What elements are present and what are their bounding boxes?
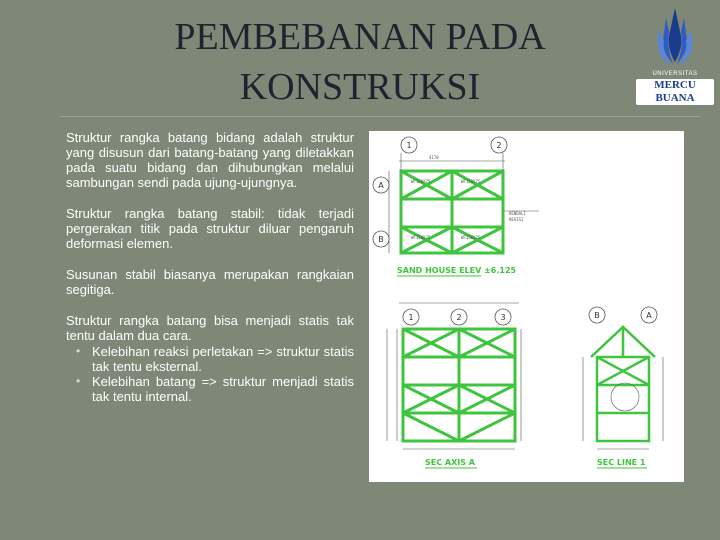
title-divider — [60, 116, 700, 117]
grid-label: 2 — [496, 141, 502, 150]
svg-text:WF150X75: WF150X75 — [411, 179, 431, 184]
logo-top-text: UNIVERSITAS — [652, 71, 698, 77]
svg-text:4170: 4170 — [429, 155, 439, 160]
bullet-item: Struktur rangka batang stabil: tidak terjadi pergerakan titik pada struktur diluar pengaruh deformasi elemen. — [48, 206, 354, 251]
svg-text:REVISI: REVISI — [509, 217, 524, 222]
section-a-frame — [403, 329, 515, 441]
top-caption: SAND HOUSE ELEV ±6.125 — [397, 266, 517, 275]
svg-text:WF150X75: WF150X75 — [411, 235, 431, 240]
title-line-2: KONSTRUKSI — [239, 66, 481, 108]
title-line-1: PEMBEBANAN PADA — [174, 16, 546, 58]
svg-text:WF150X75: WF150X75 — [461, 179, 481, 184]
bullet-list — [48, 130, 354, 420]
grid-label: A — [646, 311, 652, 320]
grid-label: 1 — [406, 141, 412, 150]
bullet-item — [48, 313, 354, 404]
slide-title — [120, 12, 600, 112]
grid-label: 1 — [408, 313, 414, 322]
svg-text:WF150X75: WF150X75 — [461, 235, 481, 240]
sub-bullet-item: • Kelebihan batang => struktur menjadi statis tak tentu internal. — [66, 374, 354, 404]
bottom-left-caption: SEC AXIS A — [425, 458, 475, 467]
bullet-item: Susunan stabil biasanya merupakan rangkaian segitiga. — [48, 267, 354, 297]
bullet-item: Struktur rangka batang bidang adalah struktur yang disusun dari batang-batang yang diletakkan pada suatu bidang dan dihubungkan melalui sambungan sendi pada ujung-ujungnya. — [48, 130, 354, 190]
grid-label: 3 — [500, 313, 506, 322]
section-1-frame — [591, 327, 655, 441]
sub-bullet-item: • Kelebihan reaksi perletakan => struktur statis tak tentu eksternal. — [66, 344, 354, 374]
svg-text:KENDALI: KENDALI — [509, 211, 526, 216]
mercu-buana-flame-logo-icon — [636, 6, 714, 70]
grid-label: B — [594, 311, 600, 320]
bottom-right-caption: SEC LINE 1 — [597, 458, 646, 467]
logo-name: MERCU BUANA — [636, 79, 714, 105]
grid-label: A — [378, 181, 384, 190]
sub-bullet-list — [66, 344, 354, 404]
bullet-text: Struktur rangka batang bisa menjadi statis tak tentu dalam dua cara. — [66, 313, 354, 343]
grid-label: 2 — [456, 313, 462, 322]
university-logo — [636, 6, 714, 104]
structural-drawing — [369, 131, 684, 482]
grid-label: B — [378, 235, 384, 244]
truss-drawing-svg — [369, 131, 684, 482]
